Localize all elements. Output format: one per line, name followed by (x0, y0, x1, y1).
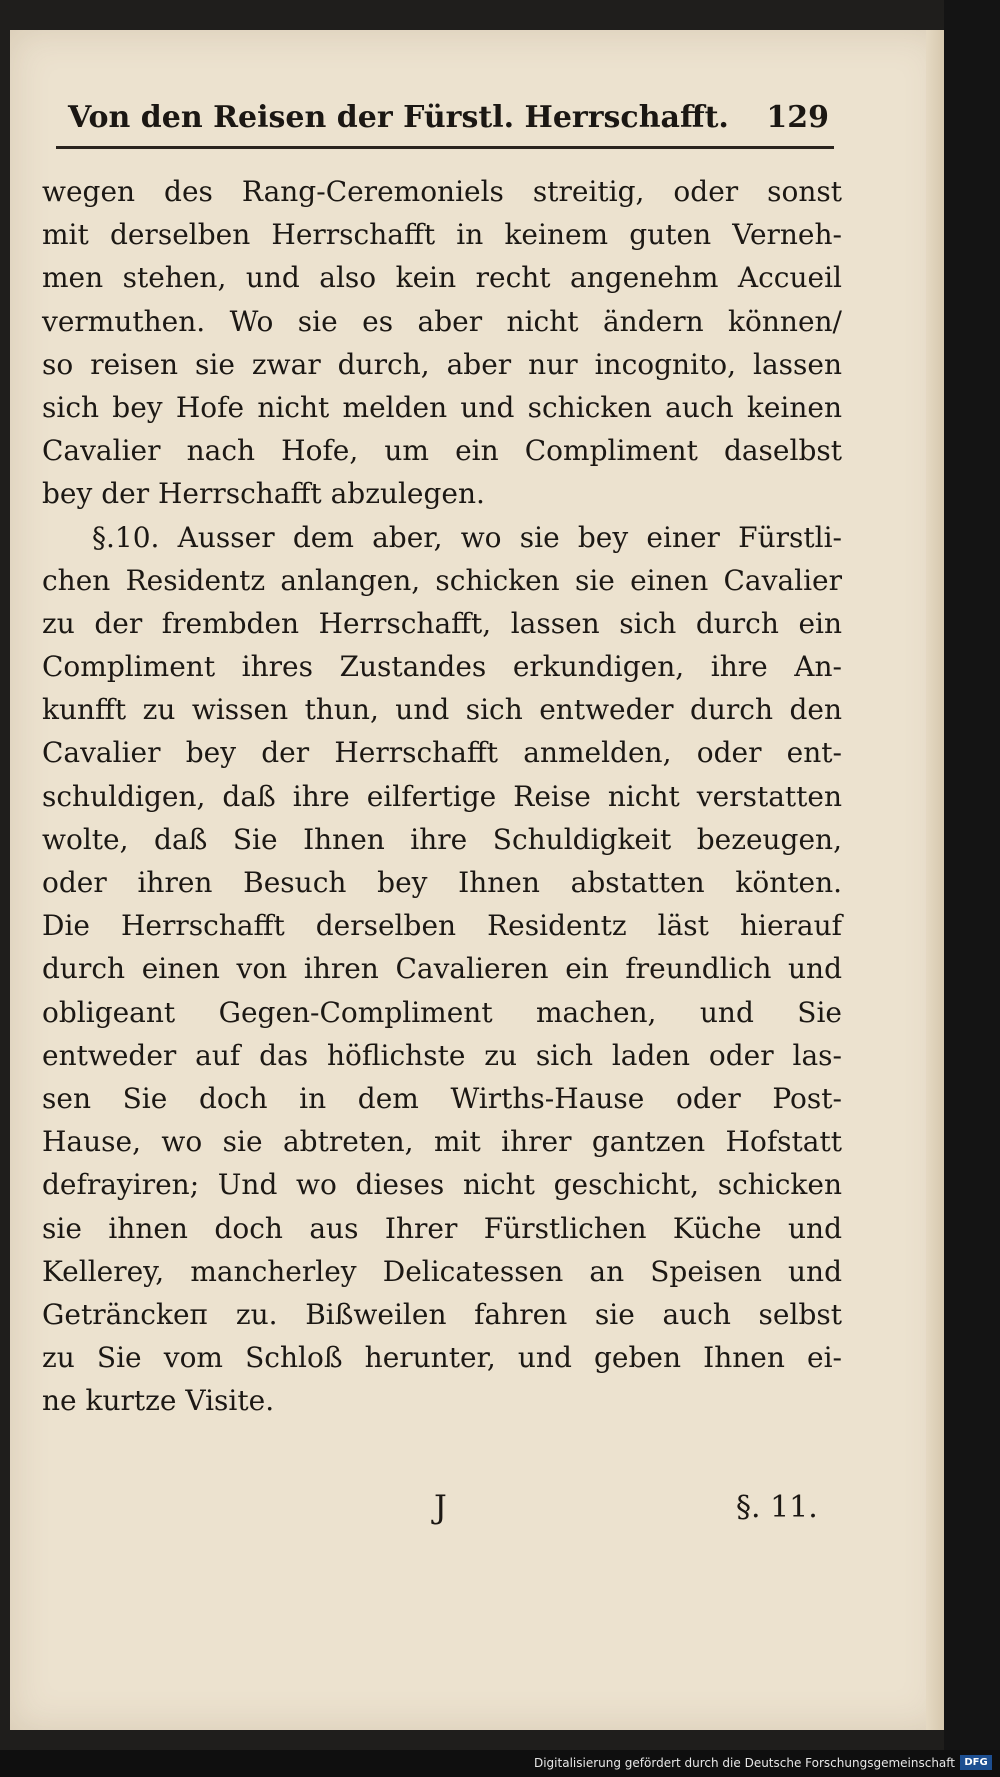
scan-footer-bar (0, 1750, 1000, 1777)
text-line: wolte, daß Sie Ihnen ihre Schuldigkeit bezeugen, (42, 822, 842, 856)
text-line: defrayiren; Und wo dieses nicht geschicht, schicken (42, 1168, 842, 1202)
text-line: mit derselben Herrschafft in keinem guten Verneh- (42, 218, 842, 252)
text-line: Getränckeп zu. Bißweilen fahren sie auch selbst (42, 1297, 842, 1331)
text-line: bey der Herrschafft abzulegen. (42, 477, 485, 511)
text-line: so reisen sie zwar durch, aber nur incognito, lassen (42, 347, 842, 381)
page-number: 129 (766, 100, 829, 135)
text-line: Kellerey, mancherley Delicatessen an Speisen und (42, 1254, 842, 1288)
catchword: §. 11. (736, 1490, 818, 1525)
text-line: sich bey Hofe nicht melden und schicken auch keinen (42, 390, 842, 424)
paragraph-start-line: §.10. Ausser dem aber, wo sie bey einer Fürstli- (92, 520, 842, 554)
text-line: zu der frembden Herrschafft, lassen sich durch ein (42, 606, 842, 640)
text-line: sen Sie doch in dem Wirths-Hause oder Post- (42, 1081, 842, 1115)
text-line: men stehen, und also kein recht angenehm Accueil (42, 261, 842, 295)
text-line: wegen des Rang-Ceremoniels streitig, oder sonst (42, 175, 842, 208)
text-line: Compliment ihres Zustandes erkundigen, ihre An- (42, 650, 842, 684)
text-line: kunfft zu wissen thun, und sich entweder durch den (42, 693, 842, 727)
text-line: Hause, wo sie abtreten, mit ihrer gantzen Hofstatt (42, 1125, 842, 1159)
dfg-logo: DFG (960, 1755, 992, 1770)
running-head-title: Von den Reisen der Fürstl. Herrschafft. (68, 100, 729, 135)
text-line: durch einen von ihren Cavalieren ein freundlich und (42, 952, 842, 986)
running-head (60, 92, 833, 142)
text-line: vermuthen. Wo sie es aber nicht ändern können/ (42, 304, 842, 338)
text-line: Cavalier bey der Herrschafft anmelden, oder ent- (42, 736, 842, 770)
scan-background-right (944, 0, 1000, 1777)
header-rule (56, 146, 834, 149)
signature-mark: J (434, 1488, 447, 1526)
text-line: obligeant Gegen-Compliment machen, und Sie (42, 995, 842, 1029)
text-line: entweder auf das höflichste zu sich laden oder las- (42, 1038, 842, 1072)
text-line: chen Residentz anlangen, schicken sie einen Cavalier (42, 563, 842, 597)
text-line: ne kurtze Visite. (42, 1384, 275, 1418)
digitization-credit: Digitalisierung gefördert durch die Deutsche Forschungsgemeinschaft (533, 1756, 955, 1770)
text-line: Cavalier nach Hofe, um ein Compliment daselbst (42, 434, 842, 468)
text-line: Die Herrschafft derselben Residentz läst hierauf (42, 909, 842, 943)
text-line: zu Sie vom Schloß herunter, und geben Ihnen ei- (42, 1341, 842, 1375)
body-text (42, 170, 842, 1422)
text-line: schuldigen, daß ihre eilfertige Reise nicht verstatten (42, 779, 842, 813)
text-line: sie ihnen doch aus Ihrer Fürstlichen Küche und (42, 1211, 842, 1245)
text-line: oder ihren Besuch bey Ihnen abstatten könten. (42, 866, 842, 899)
page-edge-shadow (926, 30, 944, 1730)
